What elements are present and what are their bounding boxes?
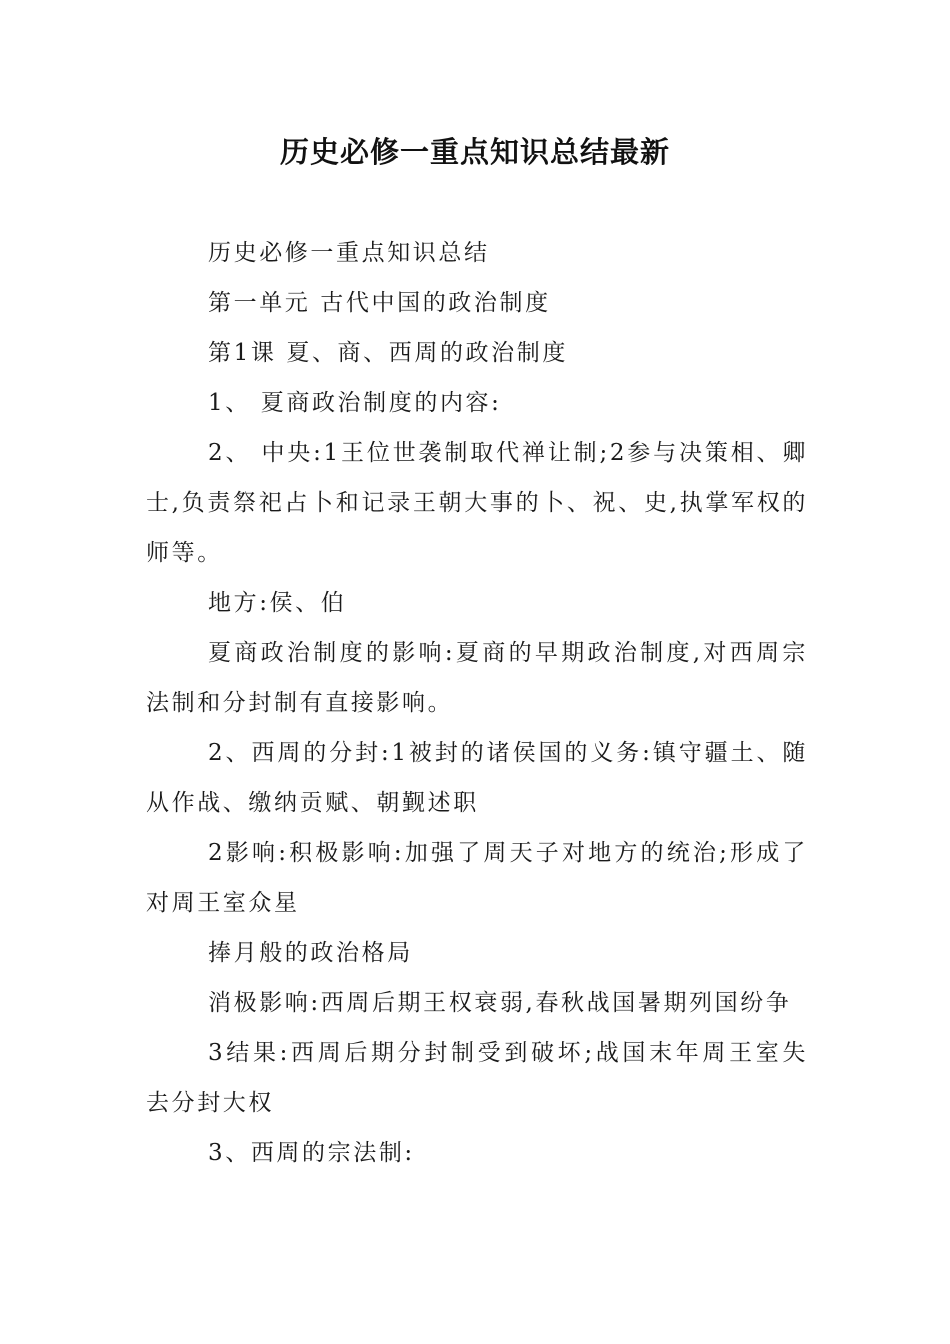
paragraph-pattern: 捧月般的政治格局: [208, 940, 413, 966]
paragraph-positive-impact: 2影响:积极影响:加强了周天子对地方的统治;形成了对周王室众星: [146, 840, 808, 916]
paragraph-lesson: 第1课 夏、商、西周的政治制度: [208, 340, 568, 366]
paragraph-unit: 第一单元 古代中国的政治制度: [208, 290, 551, 316]
paragraph-influence: 夏商政治制度的影响:夏商的早期政治制度,对西周宗法制和分封制有直接影响。: [146, 640, 808, 716]
paragraph-enfeoffment: 2、西周的分封:1被封的诸侯国的义务:镇守疆土、随从作战、缴纳贡赋、朝觐述职: [146, 740, 808, 816]
paragraph-heading: 历史必修一重点知识总结: [208, 240, 490, 266]
paragraph-result: 3结果:西周后期分封制受到破坏;战国末年周王室失去分封大权: [146, 1040, 808, 1116]
paragraph-negative-impact: 消极影响:西周后期王权衰弱,春秋战国暑期列国纷争: [208, 990, 792, 1016]
paragraph-central: 2、 中央:1王位世袭制取代禅让制;2参与决策相、卿士,负责祭祀占卜和记录王朝大事的卜、祝、史,执掌军权的师等。: [146, 440, 808, 566]
document-title: 历史必修一重点知识总结最新: [279, 135, 670, 169]
paragraph-item-1: 1、 夏商政治制度的内容:: [208, 390, 502, 416]
paragraph-patriarchal: 3、西周的宗法制:: [208, 1140, 415, 1166]
paragraph-local: 地方:侯、伯: [208, 590, 347, 616]
document-body: [146, 228, 808, 1178]
